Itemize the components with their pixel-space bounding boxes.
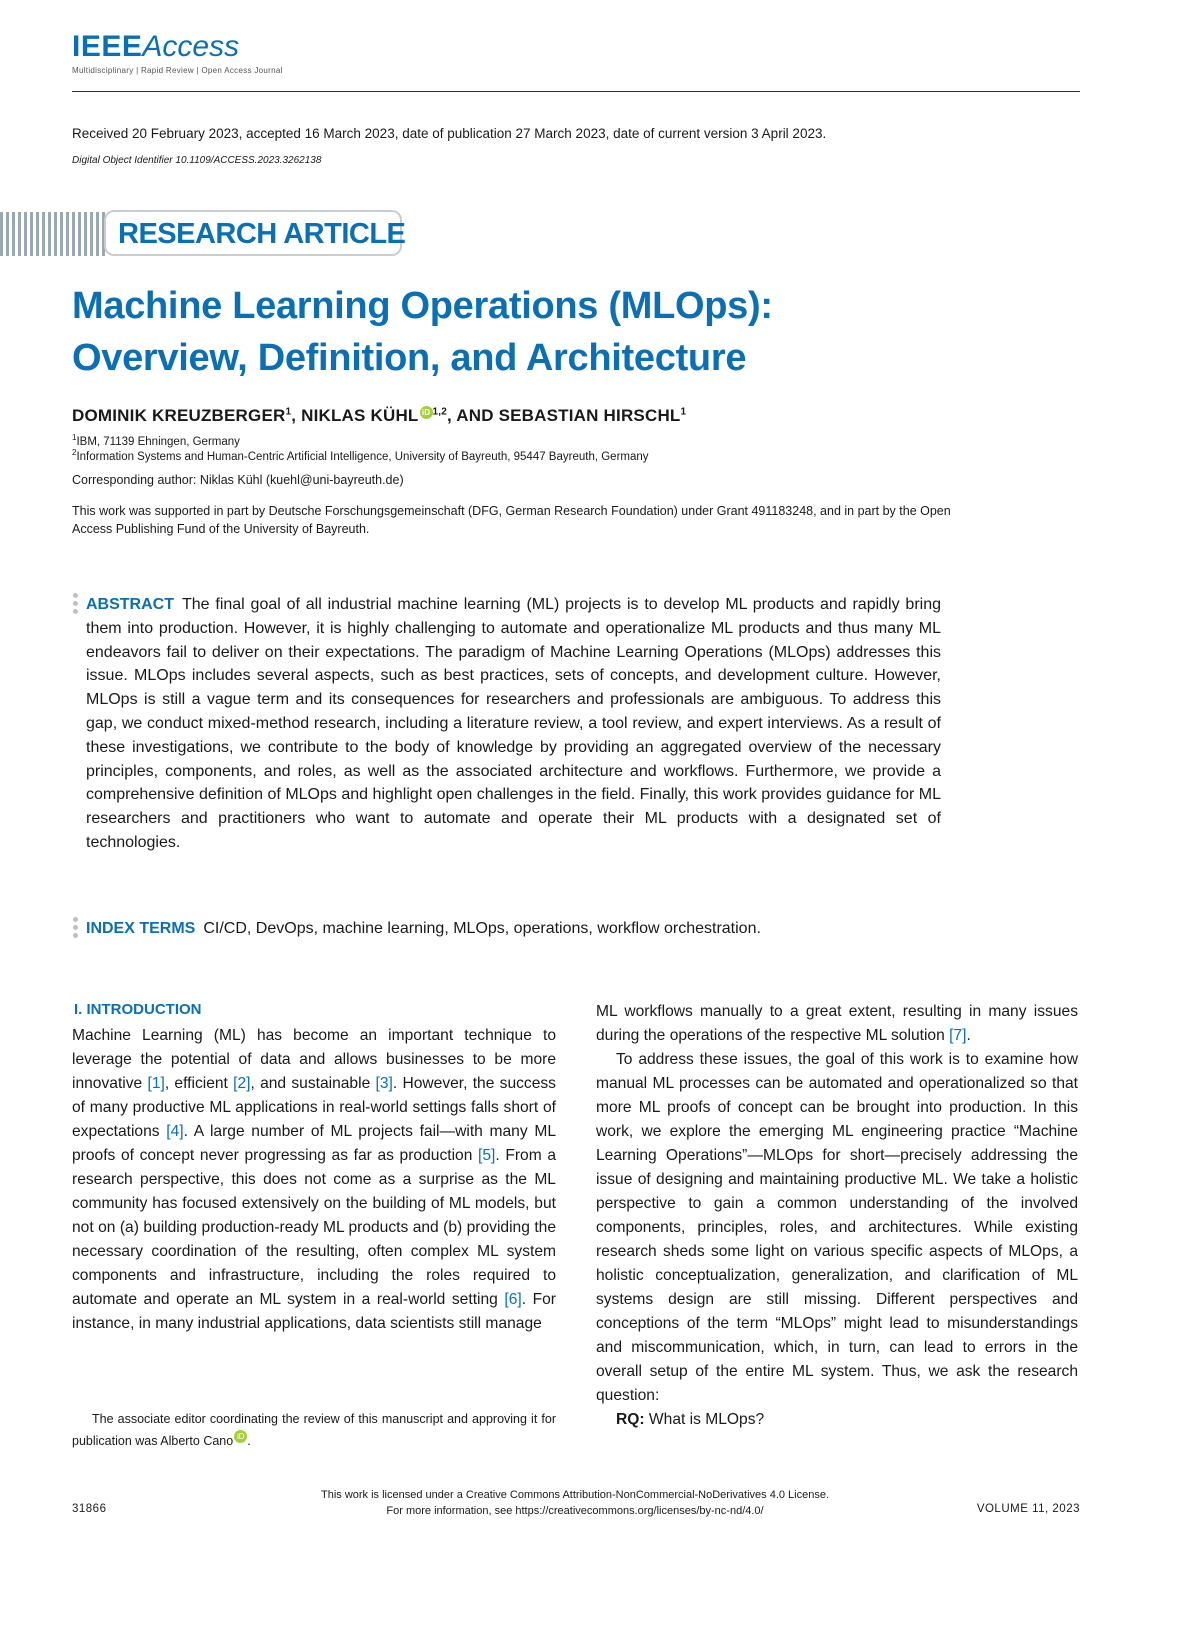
logo-ieee: IEEE	[72, 30, 143, 63]
logo-access: Access	[142, 30, 240, 63]
affiliation-1-text: IBM, 71139 Ehningen, Germany	[76, 435, 240, 448]
received-dates: Received 20 February 2023, accepted 16 March 2023, date of publication 27 March 2023, date of current version 3 April 2023.	[72, 126, 827, 141]
footnote-end: .	[247, 1434, 251, 1448]
index-terms	[86, 917, 986, 941]
author-2: , NIKLAS KÜHL	[291, 406, 419, 425]
license-notice	[220, 1487, 930, 1519]
title-line-1: Machine Learning Operations (MLOps):	[72, 285, 773, 327]
abstract-label: ABSTRACT	[86, 596, 174, 613]
author-list	[72, 406, 686, 426]
journal-logo	[72, 30, 283, 80]
article-type: RESEARCH ARTICLE	[118, 218, 406, 250]
affiliation-2-text: Information Systems and Human-Centric Artificial Intelligence, University of Bayreuth, 95447 Bayreuth, Germany	[76, 450, 649, 463]
banner-stripes	[0, 212, 105, 256]
rq-text: What is MLOps?	[644, 1411, 765, 1428]
orcid-icon[interactable]: iD	[234, 1430, 247, 1443]
rq-label: RQ:	[616, 1411, 645, 1428]
abstract	[86, 593, 941, 855]
affiliation-1	[72, 433, 240, 448]
right-column	[596, 1000, 1078, 1432]
citation-5[interactable]: [5]	[478, 1147, 496, 1164]
author-2-sup: 1,2	[432, 406, 448, 418]
intro-paragraph-2: To address these issues, the goal of this work is to examine how manual ML processes can be automated and operationalized so that more ML proofs of concept can be brought into production. In this work, we explore the emerging ML engineering practice “Machine Learning Operations”—MLOps for short—precisely addressing the issue of designing and maintaining productive ML. We take a holistic perspective to gain a common understanding of the involved components, principles, roles, and architectures. While existing research sheds some light on various specific aspects of MLOps, a holistic conceptualization, generalization, and clarification of ML systems design are still missing. Different perspectives and conceptions of the term “MLOps” might lead to misunderstandings and miscommunication, which, in turn, can lead to errors in the overall setup of the entire ML system. Thus, we ask the research question:	[596, 1051, 1078, 1404]
author-1: DOMINIK KREUZBERGER	[72, 406, 286, 425]
page-number: 31866	[72, 1503, 107, 1515]
license-line-1: This work is licensed under a Creative Commons Attribution-NonCommercial-NoDerivatives 4.0 License.	[320, 1489, 830, 1501]
research-question	[596, 1408, 1078, 1432]
funding-statement: This work was supported in part by Deutsche Forschungsgemeinschaft (DFG, German Research Foundation) under Grant 491183248, and in part by the Open Access Publishing Fund of the University of Bayreuth.	[72, 504, 951, 536]
abstract-text: The final goal of all industrial machine learning (ML) projects is to develop ML products and rapidly bring them into production. However, it is highly challenging to automate and operationalize ML products and thus many ML endeavors fail to deliver on their expectations. The paradigm of Machine Learning Operations (MLOps) addresses this issue. MLOps includes several aspects, such as best practices, sets of concepts, and development culture. However, MLOps is still a vague term and its consequences for researchers and professionals are ambiguous. To address this gap, we conduct mixed-method research, including a literature review, a tool review, and expert interviews. As a result of these investigations, we contribute to the body of knowledge by providing an aggregated overview of the necessary principles, components, and roles, as well as the associated architecture and workflows. Furthermore, we provide a comprehensive definition of MLOps and highlight open challenges in the field. Finally, this work provides guidance for ML researchers and practitioners who want to automate and operate their ML products with a designated set of technologies.	[86, 596, 941, 851]
doi[interactable]: Digital Object Identifier 10.1109/ACCESS.2023.3262138	[72, 155, 322, 166]
affiliation-2-sup: 2	[72, 448, 77, 457]
citation-6[interactable]: [6]	[504, 1291, 522, 1308]
logo-tagline: Multidisciplinary | Rapid Review | Open Access Journal	[72, 66, 283, 75]
abstract-marker	[73, 593, 79, 617]
index-terms-label: INDEX TERMS	[86, 920, 196, 937]
author-3-sup: 1	[680, 406, 687, 418]
citation-7[interactable]: [7]	[949, 1027, 967, 1044]
intro-paragraph-1: Machine Learning (ML) has become an important technique to leverage the potential of data and allows businesses to be more innovative [1], efficient [2], and sustainable [3]. However, the success of many productive ML applications in real-world settings falls short of expectations [4]. A large number of ML projects fail—with many ML proofs of concept never progressing as far as production [5]. From a research perspective, this does not come as a surprise as the ML community has focused extensively on the building of ML models, but not on (a) building production-ready ML products and (b) providing the necessary coordination of the resulting, often complex ML system components and infrastructure, including the roles required to automate and operate an ML system in a real-world setting [6]. For instance, in many industrial applications, data scientists still manage	[72, 1027, 556, 1332]
left-column	[72, 1024, 556, 1336]
intro-paragraph-1-continued: ML workflows manually to a great extent, resulting in many issues during the operations of the respective ML solution [7].	[596, 1003, 1078, 1044]
header-rule	[72, 91, 1080, 92]
article-type-banner	[0, 208, 410, 258]
corresponding-author: Corresponding author: Niklas Kühl (kuehl@uni-bayreuth.de)	[72, 473, 404, 487]
section-heading-introduction: I. INTRODUCTION	[74, 1001, 202, 1018]
editor-footnote	[72, 1408, 556, 1452]
paper-title	[72, 280, 773, 384]
volume-info: VOLUME 11, 2023	[976, 1503, 1080, 1515]
citation-2[interactable]: [2]	[233, 1075, 251, 1092]
author-1-sup: 1	[285, 406, 292, 418]
orcid-icon[interactable]: iD	[420, 406, 433, 419]
index-terms-text: CI/CD, DevOps, machine learning, MLOps, operations, workflow orchestration.	[203, 920, 761, 937]
affiliation-1-sup: 1	[72, 433, 77, 442]
citation-1[interactable]: [1]	[147, 1075, 165, 1092]
citation-4[interactable]: [4]	[166, 1123, 184, 1140]
author-3: , AND SEBASTIAN HIRSCHL	[447, 406, 681, 425]
footnote-text: The associate editor coordinating the review of this manuscript and approving it for publication was Alberto Cano	[72, 1412, 556, 1448]
citation-3[interactable]: [3]	[375, 1075, 393, 1092]
index-terms-marker	[73, 917, 79, 941]
affiliation-2	[72, 448, 649, 463]
title-line-2: Overview, Definition, and Architecture	[72, 337, 747, 379]
license-line-2[interactable]: For more information, see https://creativecommons.org/licenses/by-nc-nd/4.0/	[386, 1505, 764, 1517]
